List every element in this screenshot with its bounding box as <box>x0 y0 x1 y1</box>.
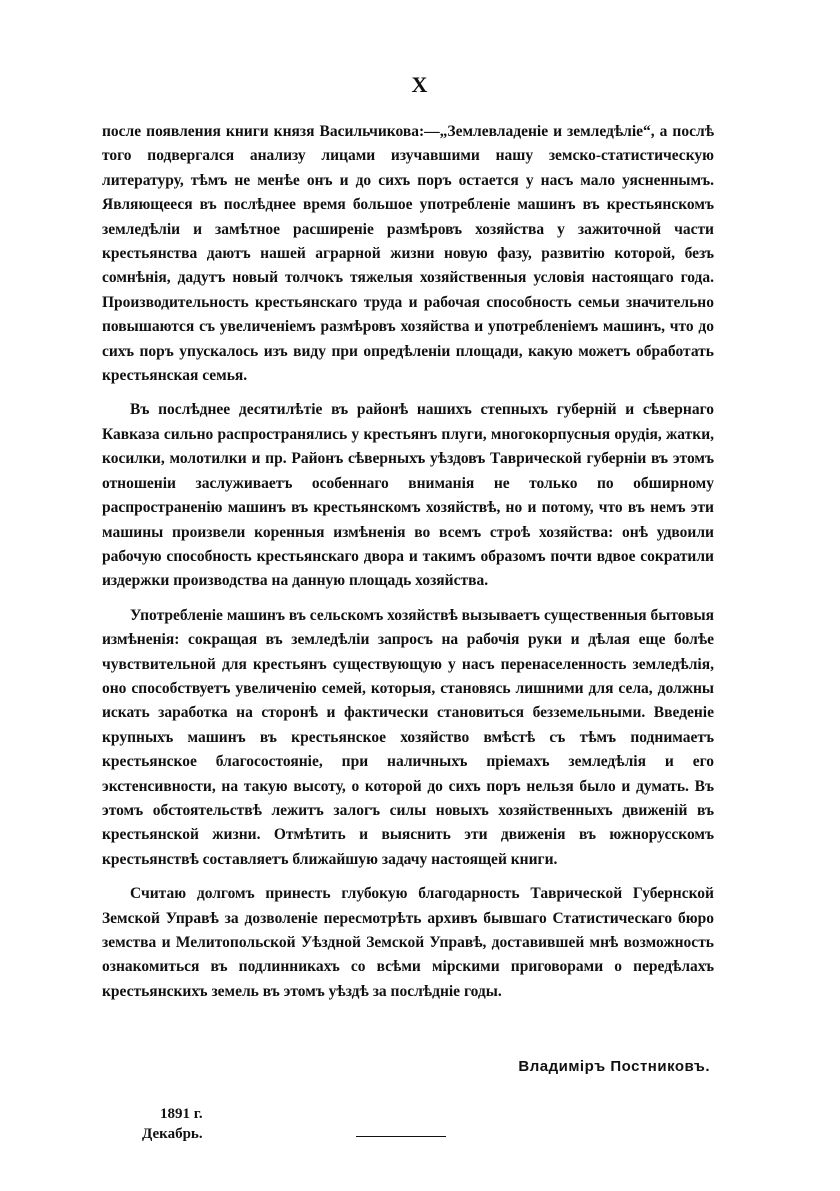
date-month: Декабрь. <box>142 1126 203 1142</box>
date-year: 1891 г. <box>160 1106 203 1122</box>
date-block <box>142 1104 203 1144</box>
preface-body <box>102 120 714 1014</box>
paragraph-4: Считаю долгомъ принесть глубокую благодарность Таврической Губернской Земской Управѣ за дозволеніе пересмотрѣть архивъ бывшаго Статистическаго бюро земства и Мелитопольской Уѣздной Земской Управѣ, доставившей мнѣ возможность ознакомиться въ подлинникахъ со всѣми мірскими приговорами о передѣлахъ крестьянскихъ земель въ этомъ уѣздѣ за послѣдніе годы. <box>102 885 714 1000</box>
paragraph-2: Въ послѣднее десятилѣтіе въ районѣ нашихъ степныхъ губерній и сѣвернаго Кавказа сильно распространялись у крестьянъ плуги, многокорпусныя орудія, жатки, косилки, молотилки и пр. Районъ сѣверныхъ уѣздовъ Таврической губерніи въ этомъ отношеніи заслуживаетъ особеннаго вниманія не только по обширному распространенію машинъ въ крестьянскомъ хозяйствѣ, но и потому, что въ немъ эти машины произвели коренныя измѣненія во всемъ строѣ хозяйства: онѣ удвоили рабочую способность крестьянскаго двора и такимъ образомъ почти вдвое сократили издержки производства на данную площадь хозяйства. <box>102 401 714 590</box>
paragraph-1: после появления книги князя Васильчикова:—„Землевладеніе и земледѣліе“, а послѣ того подвергался анализу лицами изучавшими нашу земско-статистическую литературу, тѣмъ не менѣе онъ и до сихъ поръ остается у насъ мало уясненнымъ. Являющееся въ послѣднее время большое употребленіе машинъ въ крестьянскомъ земледѣліи и замѣтное расширеніе размѣровъ хозяйства у зажиточной части крестьянства даютъ нашей аграрной жизни новую фазу, развитію которой, безъ сомнѣнія, дадутъ новый толчокъ тяжелыя хозяйственныя условія настоящаго года. Производительность крестьянскаго труда и рабочая способность семьи значительно повышаются съ увеличеніемъ размѣровъ хозяйства и употребленіемъ машинъ, что до сихъ поръ упускалось изъ виду при опредѣленіи площади, какую можетъ обработать крестьянская семья. <box>102 123 714 385</box>
page-number: X <box>411 72 429 97</box>
paragraph-3: Употребленіе машинъ въ сельскомъ хозяйствѣ вызываетъ существенныя бытовыя измѣненія: сокращая въ земледѣліи запросъ на рабочія руки и дѣлая еще болѣе чувствительной для крестьянъ существующую у насъ перенаселенность земледѣлія, оно способствуетъ увеличенію семей, которыя, становясь лишними для села, должны искать заработка на сторонѣ и фактически становиться безземельными. Введеніе крупныхъ машинъ въ крестьянское хозяйство вмѣстѣ съ тѣмъ поднимаетъ крестьянское благосостояніе, при наличныхъ пріемахъ земледѣлія и его экстенсивности, на такую высоту, о которой до сихъ поръ нельзя было и думать. Въ этомъ обстоятельствѣ лежитъ залогъ силы новыхъ хозяйственныхъ движеній въ крестьянской жизни. Отмѣтить и выяснить эти движенія въ южнорусскомъ крестьянствѣ составляетъ ближайшую задачу настоящей книги. <box>102 606 714 868</box>
horizontal-rule <box>356 1136 446 1137</box>
author-signature: Владиміръ Постниковъ. <box>518 1058 710 1075</box>
